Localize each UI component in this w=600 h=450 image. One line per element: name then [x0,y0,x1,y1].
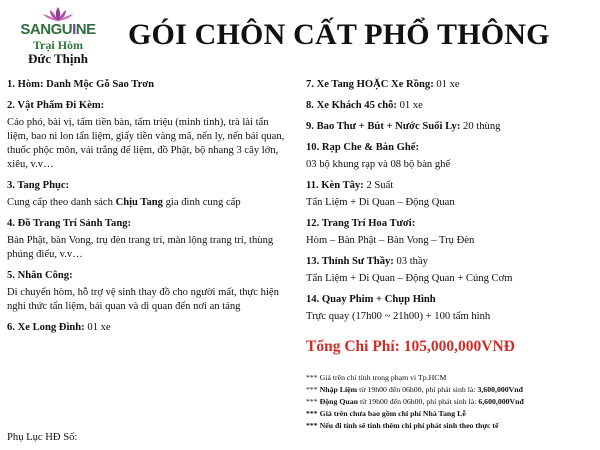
item-14-heading: 14. Quay Phim + Chụp Hình [306,294,436,305]
item-14-text: Trực quay (17h00 ~ 21h00) + 100 tấm hình [306,311,491,322]
item-4-heading: 4. Đồ Trang Trí Sảnh Tang: [7,218,132,229]
note-1: *** Giá trên chỉ tính trong phạm vi Tp.HCM [306,372,447,382]
note-4: *** Giá trên chưa bao gồm chi phí Nhà Tang Lễ [306,408,466,418]
item-9: 9. Bao Thư + Bút + Nước Suối Ly: 20 thùng [306,121,501,132]
item-2-text: Cáo phó, bài vị, tấm tiền bàn, tấm triệu (minh tinh), trà lài tẩn liệm, bao ni lon tẩn liệm, giấy tiền vàng mã, nến ly, nến bái quan, thuốc phộc môn, vải trắng để liệm, đồ Phật, bộ nhang 3 cây lớn, xiêu, v.v… [7,117,285,170]
item-2-heading: 2. Vật Phẩm Đi Kèm: [7,100,105,111]
item-11-heading: 11. Kèn Tây: 2 Suất [306,180,394,191]
item-3-heading: 3. Tang Phục: [7,180,70,191]
item-6: 6. Xe Long Đình: 01 xe [7,322,111,333]
company-logo [14,6,102,70]
note-5: *** Nếu đi tỉnh sẽ tính thêm chi phí phát sinh theo thực tế [306,420,499,430]
item-1: 1. Hòm: Danh Mộc Gỗ Sao Trơn [7,79,155,90]
item-3-text: Cung cấp theo danh sách Chịu Tang gia đình cung cấp [7,197,241,208]
item-7: 7. Xe Tang HOẶC Xe Rồng: 01 xe [306,79,460,90]
left-column [7,78,289,335]
item-10-heading: 10. Rạp Che & Bàn Ghế: [306,142,420,153]
item-10-text: 03 bộ khung rạp và 08 bộ bàn ghế [306,159,451,170]
item-5-text: Di chuyển hòm, hỗ trợ vệ sinh thay đồ cho người mất, thực hiện nghi thức tẩn liệm, bái quan và di quan đến nơi an táng [7,287,279,312]
item-13-heading: 13. Thỉnh Sư Thầy: 03 thầy [306,256,428,267]
lotus-icon [38,6,78,22]
item-12-text: Hòm – Bàn Phật – Bàn Vong – Trụ Đèn [306,235,475,246]
logo-subtitle-2: Đức Thịnh [28,51,88,66]
logo-subtitle-1: Trại Hòm [32,38,84,52]
item-4-text: Bàn Phật, bàn Vong, trụ đèn trang trí, màn lộng trang trí, thùng phúng điếu, v.v… [7,235,274,260]
page-title: GÓI CHÔN CẤT PHỔ THÔNG [128,18,550,51]
total-cost: Tổng Chi Phí: 105,000,000VNĐ [306,338,515,355]
right-column [306,78,594,432]
appendix-label: Phụ Lục HĐ Số: [7,432,78,443]
brand-name: SANGUINE [20,21,96,38]
note-3: *** Động Quan từ 19h00 đến 06h00, phí phát sinh là: 6,600,000Vnđ [306,396,524,406]
item-5-heading: 5. Nhân Công: [7,270,73,281]
item-8: 8. Xe Khách 45 chỗ: 01 xe [306,100,423,111]
item-12-heading: 12. Trang Trí Hoa Tươi: [306,218,416,229]
note-2: *** Nhập Liệm từ 19h00 đến 06h00, phí phát sinh là: 3,600,000Vnđ [306,384,523,394]
item-11-text: Tẩn Liệm + Di Quan – Động Quan [306,197,455,208]
item-13-text: Tẩn Liệm + Di Quan – Động Quan + Cúng Cơm [306,273,513,284]
